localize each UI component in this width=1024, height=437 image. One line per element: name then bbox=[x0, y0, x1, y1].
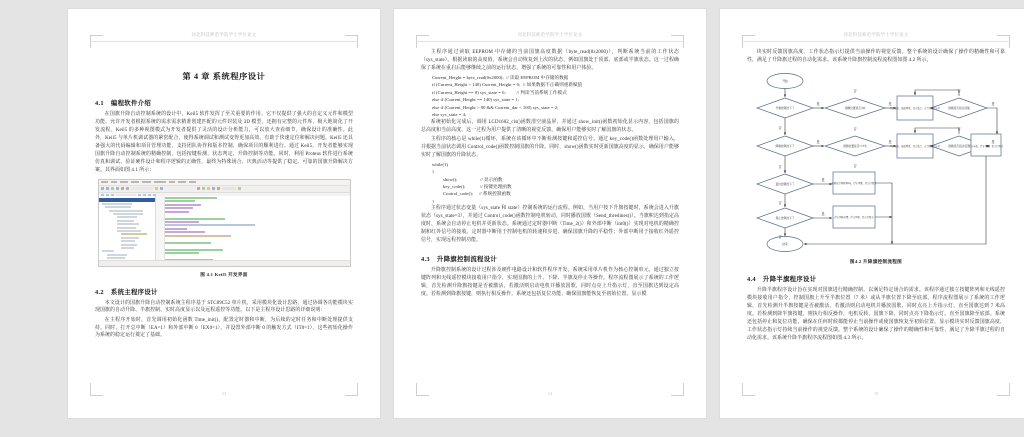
code-line bbox=[165, 231, 205, 233]
code-line-comment bbox=[165, 252, 199, 254]
edge-label-no: 否 bbox=[778, 125, 782, 130]
toolbar-icon bbox=[126, 187, 129, 190]
section-title-4-3: 升降旗控制流程设计 bbox=[436, 256, 498, 263]
menu-item bbox=[101, 181, 108, 183]
flow-label-end: 结束 bbox=[782, 242, 788, 246]
code-line bbox=[165, 207, 193, 209]
edge-label-yes: 是 bbox=[816, 139, 820, 144]
toolbar-icon bbox=[116, 187, 119, 190]
paragraph: 升降半旗程序设计旨在实现对国旗进行精确控制，以满足特定场合的需求。该程序通过独立按键阵列和无线遥控模块接收用户指令，控制国旗上升至半旗位置（7 米）或从半旗位置下降至底部。程序流程图展示了系统的工作逻辑，首先检测升半旗按键是否被激活，若激活则启动电机并播放国歌，同时点亮上升指示灯，直至国旗达到 7 米高度。若检测到降半旗按键，则执行相反操作，电机反转，国旗下降，同时点亮下降指示灯。直至国旗降至底部。系统还包括停止和复位功能，确保在任何时候都能停止当前操作或使国旗恢复至初始位置。显示模块实时反馈国旗高度，工作状态指示灯持续当前操作的视觉反馈。整个系统的设计确保了操作的精确性和可靠性，满足了升降半旗过程的自动化需求。该系统升降半旗程序流程图如图 4.3 所示。 bbox=[747, 287, 1005, 341]
code-line: if (Current_Height > 140) Current_Height = 0; // 如果数据不正确则重新赋值 bbox=[432, 82, 583, 88]
tree-node bbox=[102, 203, 132, 205]
code-line bbox=[165, 204, 201, 206]
paragraph: 本文设计的国旗升降自动控制系统主程序基于 STC89C52 单片机，采用模块化设计思路，通过协调各功能模块实现国旗的自动升降、半旗控制、实时高度显示以及远程遥控等功能。以下是主程序设计思路的详细说明： bbox=[95, 300, 353, 314]
keil-project-tree[interactable] bbox=[99, 196, 156, 261]
menu-item bbox=[154, 181, 166, 183]
tree-node-highlight bbox=[121, 233, 147, 235]
edge-label-yes: 是 bbox=[888, 139, 892, 144]
toolbar-icon bbox=[155, 187, 158, 190]
menu-item bbox=[169, 181, 175, 183]
paragraph: 主程序通过状态变量（sys_state 和 state）控制系统的运行流程。例如，当用户按下升旗按键时，系统会进入升旗状态（sys_state=3），并通过 Control_code()函数控制电机转动，同时播放国歌（Send_thredines()）。当旗帜达到指定高度时，系统会自动停止电机并更新状态。系统通过定时器中断（Time_2()）和外部中断（int0()）实现对电机的精确控制和红外信号的接收。定时器中断用于控制电机的转速和步进，确保国旗升降的平稳性；外部中断用于接收红外遥控信号，实现远程控制功能。 bbox=[421, 206, 679, 244]
code-line bbox=[165, 266, 215, 267]
flow-label-d1: 升旗按键按下了 bbox=[775, 106, 795, 110]
tree-node bbox=[105, 206, 131, 208]
flowchart-svg bbox=[747, 68, 1005, 254]
section-heading-4-4 bbox=[747, 274, 1005, 283]
code-line: key_code(); // 按键处理函数 bbox=[443, 184, 512, 189]
edge-label-yes: 是 bbox=[821, 177, 825, 182]
editor-gutter bbox=[156, 196, 165, 261]
keil-code-editor[interactable] bbox=[156, 196, 350, 261]
edge-label-yes: 是 bbox=[816, 101, 820, 106]
code-line bbox=[165, 221, 199, 223]
flow-label-d4: 降旗按键按下了 bbox=[775, 144, 795, 148]
code-line: else if (Current_Height == 140) sys_state = 1; bbox=[432, 97, 520, 103]
flow-label-p1: 开启电机、播放国歌、显示高度、点亮升旗指示灯 bbox=[889, 107, 941, 110]
paragraph: 在主程序开始时，首先调用初始化函数 Time_init()，配置定时器和中断，为后续的定时任务和中断处理提供支持。同时，打开总中断（EA=1）和外部中断 0（EX0=1），并设置外部中断 0 的触发方式（IT0=1），这些初始化操作为系统的稳定运行奠定了基础。 bbox=[95, 317, 353, 339]
section-heading-4-3 bbox=[421, 254, 679, 263]
menu-item bbox=[131, 181, 139, 183]
paragraph: 块实时反馈国旗高度，工作状态指示灯提供当前操作的视觉反馈。整个系统的设计确保了操作的精确性和可靠性，满足了升降旗过程的自动化需求。该系统升降旗控制流程流程图如图 4.2 所示。 bbox=[747, 50, 1005, 63]
keil-main-area bbox=[99, 196, 350, 261]
toolbar-icon bbox=[207, 187, 210, 190]
code-line bbox=[165, 224, 255, 226]
section-number-4-2: 4.2 bbox=[95, 288, 104, 296]
section-title-4-2: 系统主程序设计 bbox=[110, 288, 158, 296]
code-line: if (Current_Height == 0) sys_state = 0; // 判读当前系统工作模式 bbox=[432, 89, 567, 95]
toolbar-icon bbox=[197, 187, 200, 190]
document-page-3[interactable] bbox=[720, 9, 1024, 418]
header-rule bbox=[90, 41, 358, 42]
figure-caption-4-2: 图4.2 升降旗控制流程图 bbox=[849, 258, 903, 264]
page-number: 15 bbox=[874, 391, 878, 396]
code-line-comment bbox=[165, 200, 195, 202]
toolbar-icon bbox=[217, 187, 220, 190]
section-title-4-4: 升降半旗程序设计 bbox=[762, 275, 817, 283]
running-head: 河北科技师范学院学士学位论文 bbox=[191, 32, 257, 37]
running-head: 河北科技师范学院学士学位论文 bbox=[517, 32, 583, 37]
code-line bbox=[165, 228, 187, 230]
tree-node bbox=[113, 213, 143, 215]
paragraph: 在国旗升降自动控制系统的设计中，Keil5 软件发挥了至关重要的作用。它不仅提供了强大的自定义元件和模型功能，允许开发者根据系统的需求需求精准创建匹配的元件封装及 3D 模型，还拥有完整的元件库，极大地简化了开发流程。Keil5 的多种视图模式为开发者提供了灵活的设计分析能力，可以放大查看细节，确保设计的准确性。此外，Keil5 与单片机调试器的紧密配合，使得系统调试和测试变得更加高效，有助于快速定位和解决问题。Keil5 还具备强大的代码编辑和项目管理功能，支持团队协作和版本控制，确保项目的顺利进行。通过 Keil5，开发者能够实现国旗升降自动控制系统的精确控制，包括按键检测、状态判定、升降控制等功能。同时，利用 Proteus 软件进行系统仿真和调试，验证硬件设计和程序逻辑的正确性，最终为特殊场合、庆典活动等提供了稳定、可靠的国旗升降解决方案。其界面如图 4.1 所示： bbox=[95, 112, 353, 173]
figure-caption-4-1: 图 4.1 Keil5 开发界面 bbox=[200, 271, 248, 277]
flow-label-p2: 开启电机、播放国歌、显示高度、点亮降旗指示灯 bbox=[889, 145, 941, 148]
keil-toolbar-primary bbox=[99, 186, 350, 193]
menu-item bbox=[189, 181, 196, 183]
section-heading-4-1 bbox=[95, 98, 353, 107]
flow-label-d5: 国旗位置是否>=7米 bbox=[843, 144, 867, 148]
tree-node bbox=[121, 247, 134, 249]
flag-control-flowchart bbox=[747, 68, 1005, 254]
paragraph: 系统初始化完成后，调用 LCD1602_cls()函数清空液晶屏，并通过 show_init()函数初始化显示内容，包括国旗的总高度和当前高度。这一过程为用户提供了清晰的视觉反馈，确保用户能够实时了解国旗的状态。 bbox=[421, 119, 679, 133]
project-tab-selected bbox=[99, 198, 155, 202]
header-rule bbox=[416, 41, 684, 42]
flow-node-p3 bbox=[971, 134, 1001, 156]
section-heading-4-2 bbox=[95, 287, 353, 296]
code-line: while(1) bbox=[432, 161, 448, 167]
header-rule bbox=[742, 41, 1010, 42]
edge-label-yes: 是 bbox=[821, 211, 825, 216]
code-line: Control_code(); // 系统控制函数 bbox=[443, 191, 511, 197]
page-body-3 bbox=[747, 49, 1005, 388]
section-number-4-1: 4.1 bbox=[95, 100, 104, 107]
menu-item bbox=[178, 181, 186, 183]
flow-label-start: 开始 bbox=[782, 79, 788, 83]
section-title-4-1: 编程软件介绍 bbox=[110, 100, 152, 107]
code-line-comment bbox=[165, 218, 225, 220]
edge-label-no: 否 bbox=[778, 234, 782, 239]
code-line: else if (Current_Height > 90 && Current_dar < 100) sys_state = 2; bbox=[432, 104, 559, 110]
tree-node bbox=[107, 254, 127, 256]
toolbar-icon bbox=[121, 187, 124, 190]
flow-label-p4: 旗帜恢复国旗到0米、停止国歌、指示灯熄灭 bbox=[831, 182, 877, 185]
tree-node bbox=[117, 230, 141, 232]
tree-node bbox=[121, 240, 135, 242]
document-page-1[interactable] bbox=[68, 9, 380, 418]
document-page-2[interactable] bbox=[394, 9, 706, 418]
toolbar-icon bbox=[202, 187, 205, 190]
keil5-ide-screenshot bbox=[98, 179, 351, 267]
code-line bbox=[165, 235, 231, 237]
edge-label-no: 否 bbox=[853, 126, 857, 131]
flow-label-p3: 停止电机、停止国歌、指示灯熄灭 bbox=[968, 145, 1004, 148]
flow-label-d7: 复位按键按下了 bbox=[775, 182, 795, 186]
page-body-2 bbox=[421, 49, 679, 388]
tree-node bbox=[109, 210, 143, 212]
section-number-4-4: 4.4 bbox=[747, 275, 756, 283]
edge-label-yes: 是 bbox=[991, 139, 995, 144]
edge-label-no: 否 bbox=[957, 88, 961, 93]
flow-label-d6: 国旗是否到达底部 bbox=[948, 144, 970, 148]
page-body-1 bbox=[95, 49, 353, 388]
paragraph: 主程序通过读取 EEPROM 中存储的当前国旗高度数据（byte_read(0x2000)），判断系统当前的工作状态（sys_state）。根据读取的高度值，系统会自动恢复到上次的状态，例如国旗处于顶部、底部或半旗状态。这一过程确保了系统在重启后能够继续之前的运行状态，增强了系统的可靠性和用户体验。 bbox=[421, 50, 679, 71]
page-number: 14 bbox=[548, 391, 552, 396]
tree-node bbox=[121, 244, 137, 246]
toolbar-icon bbox=[238, 187, 241, 190]
edge-label-no: 否 bbox=[957, 126, 961, 131]
tree-node bbox=[117, 220, 134, 222]
edge-label-no: 否 bbox=[778, 164, 782, 169]
code-line: show(); // 显示函数 bbox=[443, 176, 503, 182]
running-head: 河北科技师范学院学士学位论文 bbox=[843, 32, 909, 37]
edge-label-yes: 是 bbox=[991, 101, 995, 106]
chapter-title: 第 4 章 系统程序设计 bbox=[182, 72, 266, 81]
toolbar-combobox bbox=[165, 187, 195, 190]
code-line: Current_Height = byte_read(0x2000); // 读取 EEPROM 中存储的数据 bbox=[432, 75, 569, 80]
edge-label-no: 否 bbox=[853, 163, 857, 168]
toolbar-icon bbox=[212, 187, 215, 190]
toolbar-icon bbox=[160, 187, 163, 190]
page-number: 13 bbox=[222, 391, 226, 396]
toolbar-combobox bbox=[222, 187, 236, 190]
toolbar-icon bbox=[106, 187, 109, 190]
code-line-comment bbox=[165, 249, 223, 251]
code-line bbox=[165, 211, 189, 213]
toolbar-combobox bbox=[131, 187, 153, 190]
edge-label-no: 否 bbox=[853, 88, 857, 93]
tree-node bbox=[117, 216, 137, 218]
flow-label-p5: 停止国旗升降、停止国歌、指示灯熄灭 bbox=[834, 216, 874, 219]
paragraph: 主程序的核心是 while(1)循环，系统在该循环中不断检测按键和遥控信号。通过 key_code()函数处理用户输入，并根据当前状态调用 Control_code()函数控制国旗的升降。同时，show()函数实时更新国旗高度的显示，确保用户能够实时了解国旗的升降状态。 bbox=[421, 136, 679, 158]
menu-item bbox=[142, 181, 151, 183]
menu-item bbox=[111, 181, 117, 183]
paragraph: 升降旗控制系统的设计过程涉及硬件电路设计和软件程序开发。系统采用单片机作为核心控制单元，通过独立按键阵列和无线遥控模块接收用户指令，实现国旗的上升、下降、半旗及停止等操作。程序流程图展示了系统的工作逻辑，首先检测升降旗按键是否被激活，若激活则启动电机并播放国歌，同时点亮上升指示灯，直至国旗达到设定高度。若检测到降旗按键，则执行相反操作。系统还包括复位功能，确保国旗能恢复至初始位置。显示模 bbox=[421, 268, 679, 297]
flow-label-d8: 停止按键按下了 bbox=[775, 216, 795, 220]
section-number-4-3: 4.3 bbox=[421, 256, 430, 263]
code-line: } bbox=[432, 198, 435, 204]
toolbar-icon bbox=[111, 187, 114, 190]
keil-status-bar bbox=[99, 260, 350, 266]
tree-node bbox=[117, 227, 136, 229]
code-line-comment bbox=[165, 197, 217, 199]
tree-node bbox=[117, 223, 139, 225]
edge-label-yes: 是 bbox=[888, 101, 892, 106]
tree-node bbox=[121, 237, 139, 239]
toolbar-icon bbox=[101, 187, 104, 190]
menu-item bbox=[120, 181, 128, 183]
code-line: { bbox=[432, 169, 435, 175]
flow-label-d3: 国旗是否到达顶端 bbox=[948, 106, 970, 110]
code-line: else sys_state = 4; bbox=[432, 112, 467, 118]
code-line-comment bbox=[165, 242, 211, 244]
tree-node bbox=[102, 250, 114, 252]
edge-label-no: 否 bbox=[778, 200, 782, 205]
flow-label-d2: 国旗位置是否为0 bbox=[844, 106, 866, 110]
